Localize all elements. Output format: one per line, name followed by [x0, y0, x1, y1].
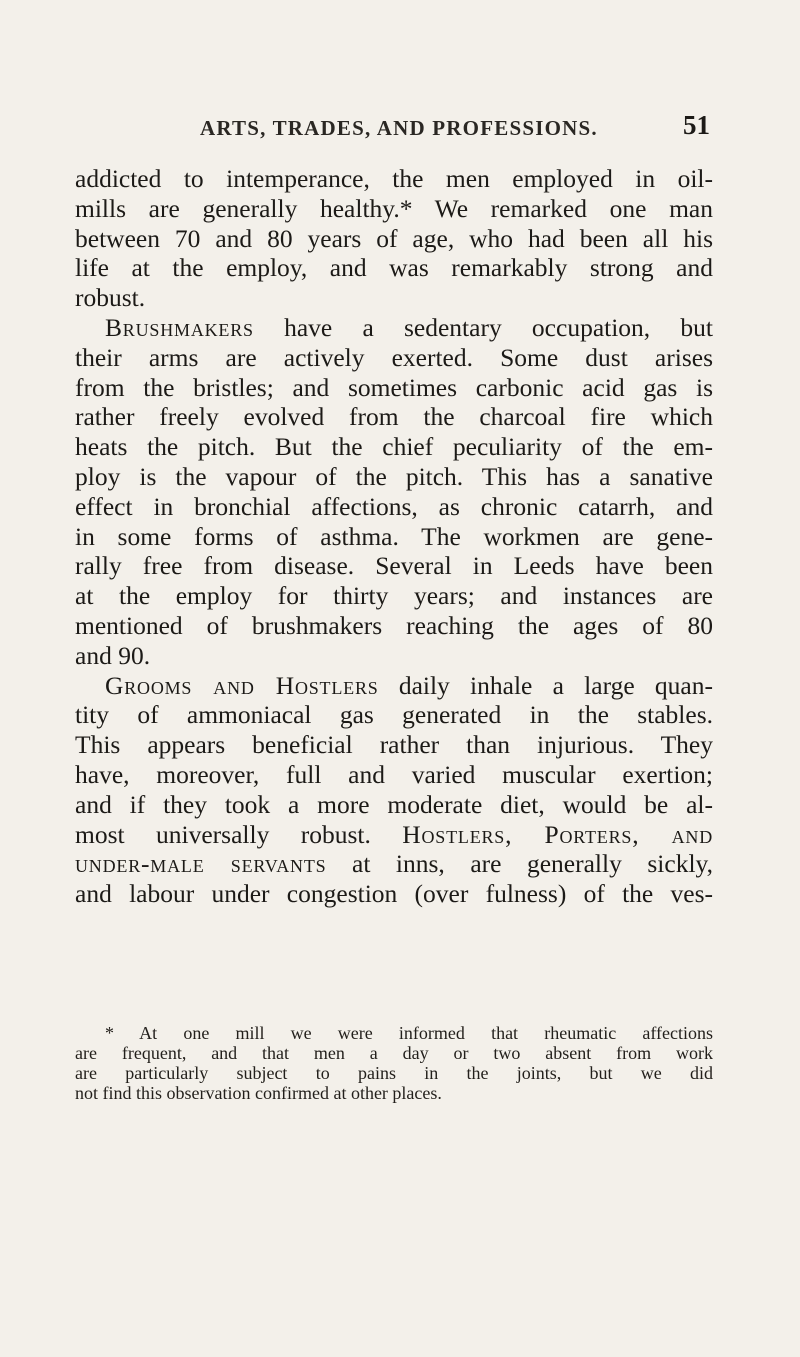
text-fragment: at inns, are generally sickly,: [352, 849, 713, 879]
text-line: rather freely evolved from the charcoal fire which: [75, 402, 713, 432]
footnote-line: are frequent, and that men a day or two absent from work: [75, 1043, 713, 1063]
text-line: [75, 820, 713, 850]
text-line: between 70 and 80 years of age, who had been all his: [75, 223, 713, 253]
text-line: their arms are actively exerted. Some dust arises: [75, 342, 713, 372]
text-line: rally free from disease. Several in Leeds have been: [75, 551, 713, 581]
text-line: have, moreover, full and varied muscular exertion;: [75, 759, 713, 789]
text-line: effect in bronchial affections, as chronic catarrh, and: [75, 491, 713, 521]
brushmakers-heading: Brushmakers: [105, 312, 254, 342]
grooms-heading: Grooms and Hostlers: [105, 670, 379, 700]
under-male-servants-heading: under-male servants: [75, 849, 327, 879]
text-line: robust.: [75, 283, 146, 313]
paragraph-brushmakers: [75, 313, 713, 343]
text-line: [75, 849, 713, 879]
text-line: mills are generally healthy.* We remarked one man: [75, 193, 713, 223]
page-number: 51: [683, 110, 710, 140]
text-fragment: have a sedentary occupation, but: [284, 312, 713, 342]
page-header: [200, 108, 710, 144]
hostlers-porters-heading: Hostlers, Porters, and: [402, 819, 713, 849]
footnote-line: * At one mill we were informed that rheumatic affections: [105, 1023, 713, 1043]
text-line: and 90.: [75, 640, 151, 670]
footnote-line: are particularly subject to pains in the joints, but we did: [75, 1063, 713, 1083]
paragraph-grooms: [75, 671, 713, 701]
text-line: from the bristles; and sometimes carbonic acid gas is: [75, 372, 713, 402]
text-line: and labour under congestion (over fulness) of the ves-: [75, 879, 713, 909]
main-text: [75, 164, 713, 909]
text-line: This appears beneficial rather than injurious. They: [75, 730, 713, 760]
text-line: and if they took a more moderate diet, would be al-: [75, 789, 713, 819]
text-line: mentioned of brushmakers reaching the ages of 80: [75, 610, 713, 640]
footnote-line: not find this observation confirmed at other places.: [75, 1083, 442, 1103]
text-line: in some forms of asthma. The workmen are gene-: [75, 521, 713, 551]
footnote: [75, 1023, 713, 1103]
text-line: addicted to intemperance, the men employed in oil-: [75, 164, 713, 193]
text-line: heats the pitch. But the chief peculiarity of the em-: [75, 432, 713, 462]
running-head: ARTS, TRADES, AND PROFESSIONS.: [200, 116, 598, 140]
text-line: ploy is the vapour of the pitch. This has a sanative: [75, 461, 713, 491]
text-line: tity of ammoniacal gas generated in the stables.: [75, 700, 713, 730]
text-line: at the employ for thirty years; and instances are: [75, 581, 713, 611]
text-fragment: most universally robust.: [75, 819, 371, 849]
text-line: life at the employ, and was remarkably strong and: [75, 253, 713, 283]
text-fragment: daily inhale a large quan-: [398, 670, 713, 700]
